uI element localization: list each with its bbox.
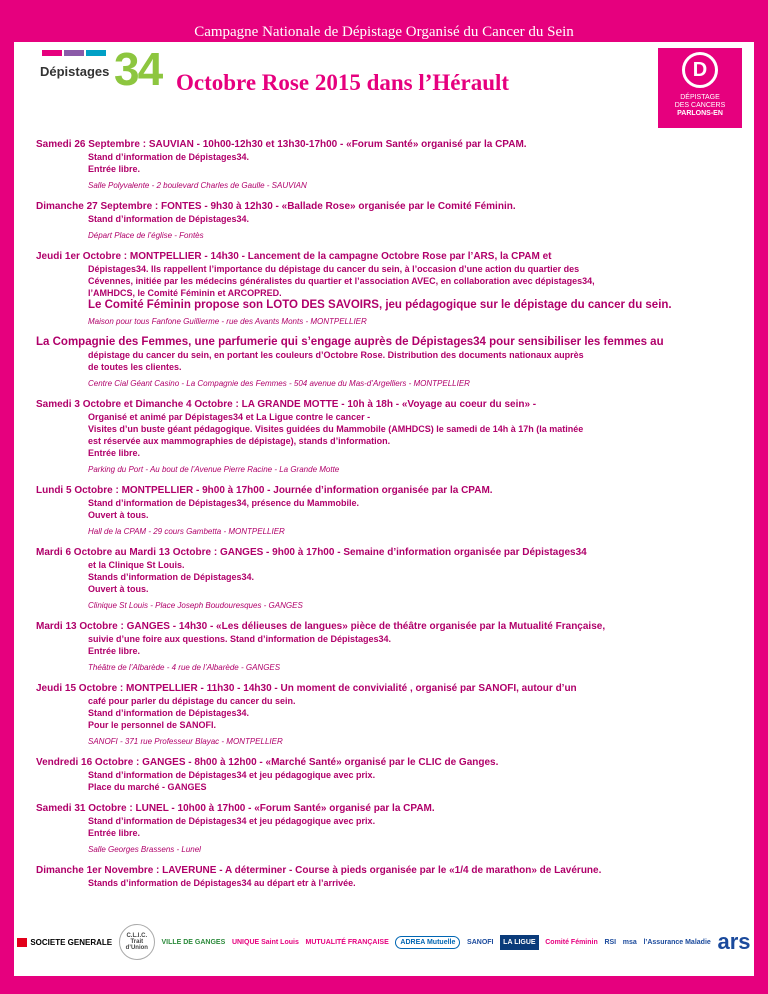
event-date: Dimanche 27 Septembre : [36,201,159,212]
event-detail: dépistage du cancer du sein, en portant les couleurs d’Octobre Rose. Distribution des documents nationaux auprès [88,350,584,360]
logo-number: 34 [114,43,162,95]
event-detail: Stand d’information de Dépistages34 et jeu pédagogique avec prix. [88,816,376,826]
event-heading [36,756,740,769]
event-item [36,398,740,475]
event-heading [36,250,740,263]
event-title: GANGES - 8h00 à 12h00 - «Marché Santé» organisé par le CLIC de Ganges. [142,757,499,768]
sponsor-logo: Comité Féminin [545,938,598,946]
sponsor-logo: MUTUALITÉ FRANÇAISE [305,938,389,946]
event-detail: Visites d’un buste géant pédagogique. Visites guidées du Mammobile (AMHDCS) le samedi de 14h à 17h (la matinée [88,424,584,434]
event-location: SANOFI - 371 rue Professeur Blayac - MONTPELLIER [88,737,283,746]
event-item [36,336,740,389]
event-title: LA GRANDE MOTTE - 10h à 18h - «Voyage au coeur du sein» - [241,399,537,410]
event-list [36,138,740,898]
event-heading [36,138,740,151]
event-item [36,756,740,793]
event-date: Dimanche 1er Novembre : [36,865,160,876]
event-detail: Entrée libre. [88,646,141,656]
event-heading [36,484,740,497]
event-date: Lundi 5 Octobre : [36,485,119,496]
sponsor-logo: ars [717,929,751,954]
sponsor-logo: ADREA Mutuelle [395,936,460,949]
event-detail: Ouvert à tous. [88,510,149,520]
depistage-des-cancers-logo [658,48,742,128]
flyer-sheet [14,42,754,976]
depistages34-logo [36,43,166,104]
event-item [36,250,740,327]
event-location: Départ Place de l’église - Fontès [88,231,204,240]
event-detail: Entrée libre. [88,828,141,838]
event-heading [36,336,740,349]
event-item [36,620,740,673]
event-date: Samedi 26 Septembre : [36,139,147,150]
event-date: Samedi 31 Octobre : [36,803,133,814]
event-detail: de toutes les clientes. [88,362,182,372]
event-heading [36,398,740,411]
header [14,42,754,134]
event-title: GANGES - 14h30 - «Les délieuses de langues» pièce de théâtre organisée par la Mutualité Française, [126,621,606,632]
event-detail: café pour parler du dépistage du cancer du sein. [88,696,296,706]
event-heading [36,682,740,695]
sponsor-logo: msa [622,938,637,946]
event-detail: Ouvert à tous. [88,584,149,594]
event-item [36,802,740,855]
event-heading [36,620,740,633]
event-title: MONTPELLIER - 11h30 - 14h30 - Un moment de convivialité , organisé par SANOFI, autour d’un [126,683,577,694]
event-detail: Place du marché - GANGES [88,782,207,792]
event-detail: Stand d’information de Dépistages34. [88,214,250,224]
event-location: Maison pour tous Fanfone Guillierme - rue des Avants Monts - MONTPELLIER [88,317,367,326]
page-title: Octobre Rose 2015 dans l’Hérault [176,70,510,95]
event-detail: Entrée libre. [88,448,141,458]
event-detail: et la Clinique St Louis. [88,560,185,570]
event-date: Jeudi 1er Octobre : [36,251,128,262]
logo-line3: PARLONS-EN [677,110,723,117]
event-detail: Stand d’information de Dépistages34 et jeu pédagogique avec prix. [88,770,376,780]
event-detail: Organisé et animé par Dépistages34 et La Ligue contre le cancer - [88,412,371,422]
event-date: Mardi 6 Octobre au Mardi 13 Octobre : [36,547,218,558]
event-date: Jeudi 15 Octobre : [36,683,124,694]
sponsor-logo: RSI [604,938,617,946]
event-title: FONTES - 9h30 à 12h30 - «Ballade Rose» organisée par le Comité Féminin. [161,201,516,212]
event-heading [36,546,740,559]
event-item [36,546,740,611]
event-detail: Pour le personnel de SANOFI. [88,720,217,730]
event-title: GANGES - 9h00 à 17h00 - Semaine d’information organisée par Dépistages34 [219,547,587,558]
event-detail: Stand d’information de Dépistages34. [88,152,250,162]
event-detail: Stands d’information de Dépistages34 au départ etr à l’arrivée. [88,878,356,888]
sponsor-logo: VILLE DE GANGES [161,938,226,946]
event-detail: Entrée libre. [88,164,141,174]
event-item [36,682,740,747]
event-detail: Stands d’information de Dépistages34. [88,572,255,582]
event-location: Parking du Port - Au bout de l’Avenue Pierre Racine - La Grande Motte [88,465,340,474]
sponsor-logo: l’Assurance Maladie [643,938,711,946]
event-detail: Dépistages34. Ils rappellent l’importance du dépistage du cancer du sein, à l’occasion d’une action du quartier des [88,264,580,274]
logo-line1: DÉPISTAGE [680,94,720,101]
sponsor-logo: UNIQUE Saint Louis [231,938,299,946]
event-item [36,200,740,241]
sponsor-logo: SANOFI [467,938,494,946]
logo-line2: DES CANCERS [674,102,726,109]
event-item [36,864,740,889]
event-item [36,484,740,537]
event-title: LAVERUNE - A déterminer - Course à pieds organisée par le «1/4 de marathon» de Lavérune. [162,865,602,876]
logo-color-bars [42,50,106,56]
event-location: Hall de la CPAM - 29 cours Gambetta - MONTPELLIER [88,527,285,536]
logo-d-icon: D [682,52,718,88]
event-date: Samedi 3 Octobre et Dimanche 4 Octobre : [36,399,239,410]
event-heading [36,864,740,877]
campaign-banner: Campagne Nationale de Dépistage Organisé du Cancer du Sein [194,24,574,40]
event-location: Théâtre de l’Albarède - 4 rue de l’Albarède - GANGES [88,663,281,672]
event-item [36,138,740,191]
event-title: SAUVIAN - 10h00-12h30 et 13h30-17h00 - «Forum Santé» organisé par la CPAM. [148,139,527,150]
event-heading [36,802,740,815]
event-detail: Stand d’information de Dépistages34, présence du Mammobile. [88,498,360,508]
event-detail: est réservée aux mammographies de dépistage), stands d’information. [88,436,391,446]
sponsor-logo: C.L.I.C. Trait d’Union [119,924,155,960]
event-detail: suivie d’une foire aux questions. Stand d’information de Dépistages34. [88,634,392,644]
event-title: La Compagnie des Femmes, une parfumerie qui s’engage auprès de Dépistages34 pour sensibiliser les femmes au [36,336,664,348]
event-title: MONTPELLIER - 9h00 à 17h00 - Journée d’information organisée par la CPAM. [121,485,493,496]
event-location: Clinique St Louis - Place Joseph Boudouresques - GANGES [88,601,303,610]
sponsor-logo: SOCIETE GENERALE [17,938,112,947]
event-location: Salle Georges Brassens - Lunel [88,845,201,854]
sponsor-logos [14,914,754,970]
logo-word: Dépistages [40,64,110,79]
event-location: Centre Cial Géant Casino - La Compagnie des Femmes - 504 avenue du Mas-d’Argelliers - MONTPELLIER [88,379,470,388]
event-location: Salle Polyvalente - 2 boulevard Charles de Gaulle - SAUVIAN [88,181,307,190]
event-date: Vendredi 16 Octobre : [36,757,140,768]
event-title: LUNEL - 10h00 à 17h00 - «Forum Santé» organisé par la CPAM. [135,803,435,814]
event-title: MONTPELLIER - 14h30 - Lancement de la campagne Octobre Rose par l’ARS, la CPAM et [129,251,552,262]
event-detail: l’AMHDCS, le Comité Féminin et ARCOPRED. [88,288,282,298]
event-heading [36,200,740,213]
sponsor-logo: LA LIGUE [500,935,538,950]
event-detail: Stand d’information de Dépistages34. [88,708,250,718]
event-detail: Cévennes, initiée par les médecins généralistes du quartier et l’association AVEC, en collaboration avec dépistages34, [88,276,595,286]
event-highlight: Le Comité Féminin propose son LOTO DES SAVOIRS, jeu pédagogique sur le dépistage du cancer du sein. [88,299,672,311]
event-date: Mardi 13 Octobre : [36,621,124,632]
